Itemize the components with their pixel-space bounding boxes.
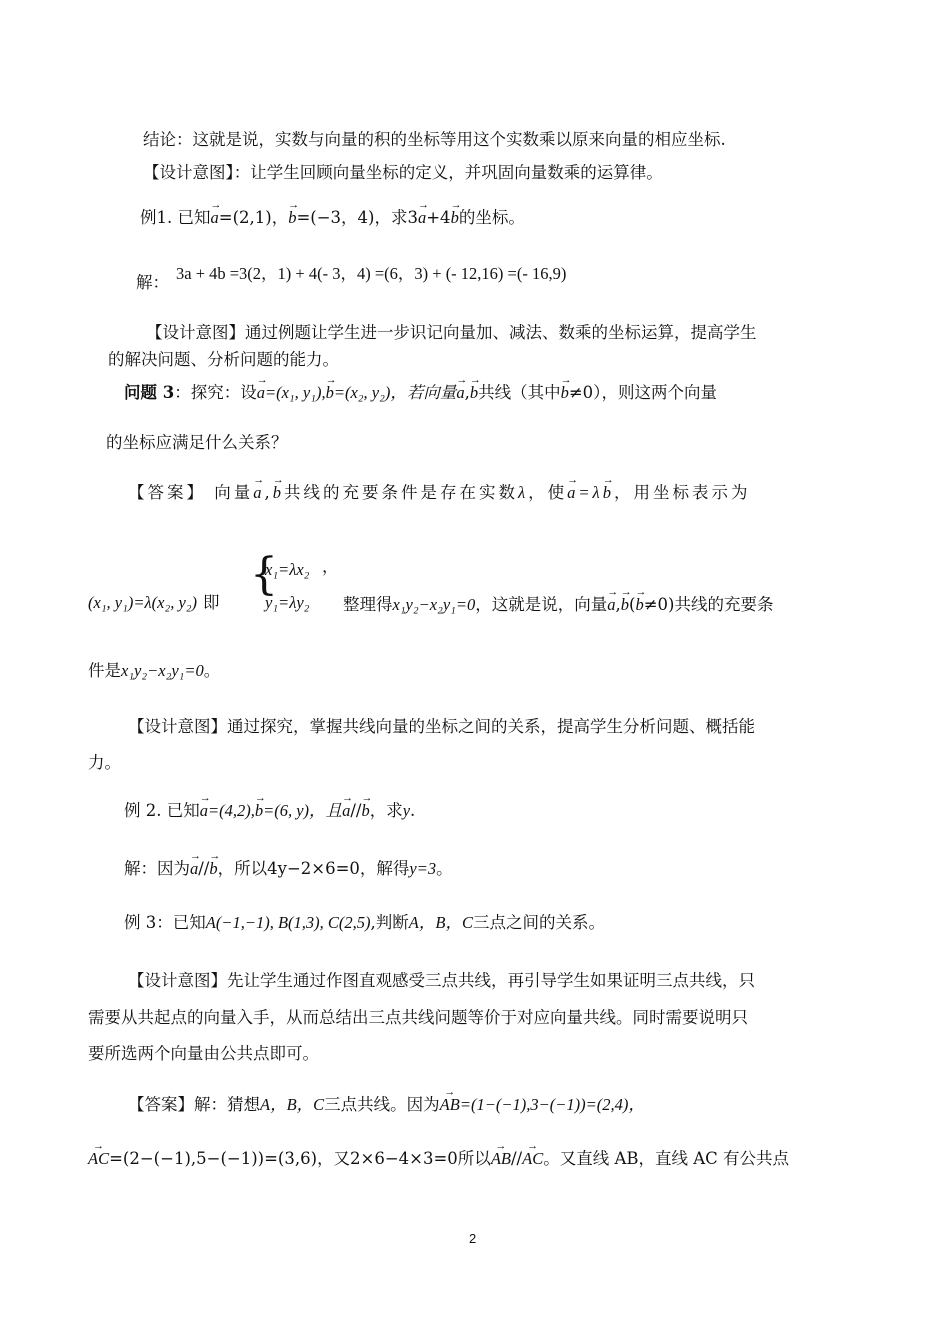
problem-3-line2: 的坐标应满足什么关系？ (106, 433, 288, 452)
answer-3-math: =(2−(−1),5−(−1))=(3,6)，又2×6−4×3=0所以 (109, 1149, 491, 1168)
vector-b: → b (326, 382, 334, 404)
parallel-sign: // (198, 859, 210, 878)
vector-b: → b (561, 382, 569, 404)
vector-b: → b (621, 594, 629, 616)
vector-b: → b (451, 207, 459, 229)
coord-equation: (x₁, y₁)=λ(x₂, y₂) (88, 593, 197, 612)
design-intent-3-line2: 力。 (88, 753, 121, 772)
problem-3-text: ≠0） (568, 383, 602, 402)
vector-b: → b (255, 800, 263, 822)
example-2-solution (124, 858, 453, 880)
system-eq-1: x₁=λx₂ (265, 560, 310, 579)
design-intent-2-line2: 的解决问题、分析问题的能力。 (108, 350, 339, 369)
solution-math: y=3 (409, 859, 437, 878)
example-1 (140, 207, 525, 229)
example-3-letters: A，B，C (408, 913, 473, 932)
collinear-condition-line (88, 592, 220, 614)
vector-AB: → AB (440, 1094, 460, 1116)
vector-a: → a (418, 207, 426, 229)
collinear-condition-rest: 整理得x₁y₂−x₂y₁=0，这就是说，向量→ a,→ b(→ b≠0)共线的充要条 (343, 594, 773, 616)
example-1-text: +4 (426, 208, 451, 227)
collinear-text: 共线的充要条 (674, 595, 774, 614)
answer-math: =λ (578, 483, 603, 502)
design-intent-1: 【设计意图】：让学生回顾向量坐标的定义，并巩固向量数乘的运算律。 (143, 163, 663, 182)
answer-3-line2 (88, 1148, 789, 1170)
problem-3-label: 问题 3 (124, 383, 175, 402)
answer-line: 【答案】 向量→ a,→ b共线的充要条件是存在实数λ，使→ a=λ→ b，用坐标表示为 (128, 482, 750, 504)
problem-3-math: =(x₁, y₁), (264, 383, 326, 402)
example-2-math: =(4,2), (207, 801, 255, 820)
vector-b: → b (209, 858, 217, 880)
answer-text: ，用坐标表示为 (613, 483, 751, 502)
vector-AC: → AC (88, 1148, 109, 1170)
collinear-text: 件是 (88, 661, 121, 680)
problem-3-text: 共线（其中 (478, 383, 561, 402)
example-1-label: 例1. 已知 (140, 208, 211, 227)
vector-b: → b (361, 800, 369, 822)
collinear-text: 整理得 (343, 595, 393, 614)
answer-3-letters: A，B，C (260, 1095, 325, 1114)
example-2 (124, 800, 415, 822)
system-comma: ， (322, 557, 339, 576)
design-intent-3-line1: 【设计意图】通过探究，掌握共线向量的坐标之间的关系，提高学生分析问题、概括能 (128, 717, 755, 736)
vector-a: → a (607, 594, 615, 616)
design-intent-2-line1: 【设计意图】通过例题让学生进一步识记向量加、减法、数乘的坐标运算，提高学生 (146, 323, 757, 342)
solution-text: 。 (436, 859, 453, 878)
vector-b: → b (635, 594, 643, 616)
example-3 (124, 912, 605, 934)
collinear-condition-end (88, 660, 220, 682)
vector-b: → b (470, 382, 478, 404)
collinear-text: ≠0) (643, 595, 675, 614)
example-1-text: =(−3，4)，求3 (296, 208, 418, 227)
answer-3-text: 。又直线 AB，直线 AC 有公共点 (543, 1149, 790, 1168)
answer-3-text: 三点共线。因为 (324, 1095, 440, 1114)
problem-3-math: =(x₂, y₂)，若向量 (333, 383, 457, 402)
answer-3-line1 (128, 1094, 645, 1116)
design-intent-4-line1: 【设计意图】先让学生通过作图直观感受三点共线，再引导学生如果证明三点共线，只 (128, 971, 755, 990)
system-eq-2: y₁=λy₂ (265, 593, 310, 612)
system-brace: { (250, 549, 278, 600)
answer-3-math: =(1−(−1),3−(−1))=(2,4)， (459, 1095, 645, 1114)
problem-3-text: ：探究：设 (174, 383, 257, 402)
vector-a: → a (211, 207, 219, 229)
vector-a: → a (567, 482, 578, 504)
vector-b: → b (273, 482, 284, 504)
vector-a: → a (253, 482, 264, 504)
example-2-text: ，求 (369, 801, 403, 820)
example-2-text: . (410, 801, 416, 820)
answer-label: 【答案】 向量 (128, 483, 254, 502)
vector-b: → b (288, 207, 296, 229)
conclusion-line: 结论：这就是说，实数与向量的积的坐标等用这个实数乘以原来向量的相应坐标. (143, 130, 726, 149)
problem-3: 问题 3：探究：设→ a=(x₁, y₁),→ b=(x₂, y₂)，若向量→ a,→ b共线（其中→ b≠0），则这两个向量 (124, 382, 717, 404)
answer-text: ，使 (528, 483, 568, 502)
example-3-text: ,判断 (370, 913, 409, 932)
vector-AB: → AB (491, 1148, 511, 1170)
collinear-text: 即 (203, 593, 220, 612)
collinear-text: 。 (203, 661, 221, 680)
problem-3-text: ，则这两个向量 (601, 383, 717, 402)
example-2-label: 例 2. 已知 (124, 801, 200, 820)
vector-AC: → AC (522, 1148, 543, 1170)
solution-equation: 3a + 4b =3(2，1) + 4(- 3，4) =(6，3) + (- 12,16) =(- 16,9) (176, 264, 567, 283)
lambda: λ (518, 483, 529, 502)
solution-text: 解：因为 (124, 859, 190, 878)
solution-label: 解： (136, 273, 169, 292)
variable-y: y (402, 801, 411, 820)
collinear-equation: x₁y₂−x₂y₁=0 (121, 661, 204, 680)
design-intent-4-line2: 需要从共起点的向量入手，从而总结出三点共线问题等价于对应向量共线。同时需要说明只 (88, 1008, 748, 1027)
collinear-equation: x₁y₂−x₂y₁=0 (392, 595, 476, 614)
vector-a: → a (257, 382, 265, 404)
collinear-text: ，这就是说，向量 (475, 595, 608, 614)
vector-a: → a (342, 800, 350, 822)
example-1-text: =(2,1)， (218, 208, 289, 227)
parallel-sign: // (510, 1149, 523, 1168)
answer-text: 共线的充要条件是存在实数 (284, 483, 518, 502)
solution-text: ，所以4y−2×6=0，解得 (217, 859, 410, 878)
example-2-math: =(6, y)，且 (263, 801, 343, 820)
vector-a: → a (190, 858, 198, 880)
vector-b: → b (603, 482, 614, 504)
page-number: 2 (469, 1231, 477, 1246)
example-3-text: 三点之间的关系。 (472, 913, 605, 932)
example-3-points: A(−1,−1), B(1,3), C(2,5) (205, 913, 371, 932)
vector-a: → a (200, 800, 208, 822)
parallel-sign: // (350, 801, 362, 820)
example-3-label: 例 3：已知 (124, 913, 206, 932)
example-1-text: 的坐标。 (458, 208, 525, 227)
design-intent-4-line3: 要所选两个向量由公共点即可。 (88, 1044, 319, 1063)
vector-a: → a (456, 382, 464, 404)
answer-3-text: 【答案】解：猜想 (128, 1095, 260, 1114)
